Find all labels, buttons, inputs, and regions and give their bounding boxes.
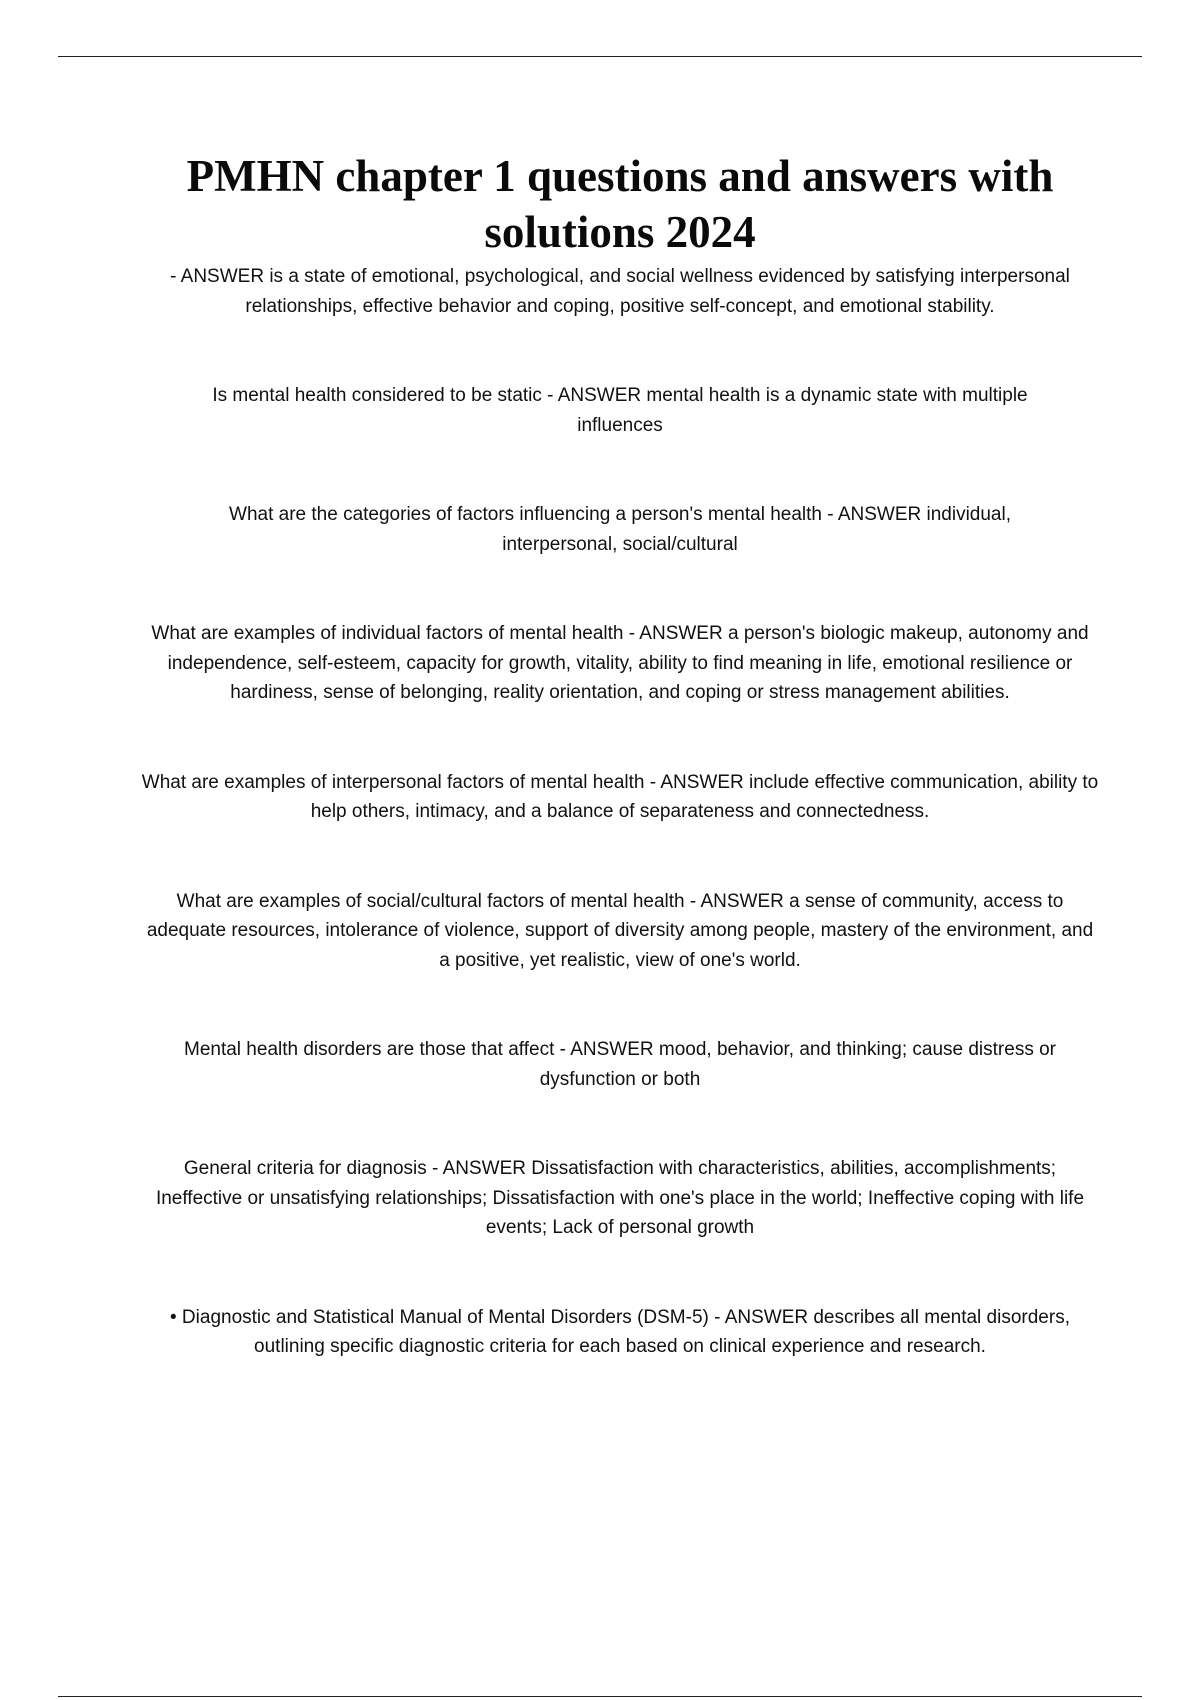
qa-entry: What are examples of individual factors of mental health - ANSWER a person's biologic makeup, autonomy and independence, self-esteem, capacity for growth, vitality, ability to find meaning in life, emotional resilience or hardiness, sense of belonging, reality orientation, and coping or stress management abilities. xyxy=(151,623,1089,703)
qa-entry: What are examples of interpersonal factors of mental health - ANSWER include effective communication, ability to help others, intimacy, and a balance of separateness and connectedness. xyxy=(141,771,1099,822)
qa-entry: What are the categories of factors influencing a person's mental health - ANSWER individual, interpersonal, social/cultural xyxy=(229,504,1011,555)
qa-entry: General criteria for diagnosis - ANSWER Dissatisfaction with characteristics, abilities, accomplishments; Ineffective or unsatisfying relationships; Dissatisfaction with one's place in the world; Ineffective coping with life events; Lack of personal growth xyxy=(155,1158,1085,1238)
qa-entry: Is mental health considered to be static - ANSWER mental health is a dynamic state with multiple influences xyxy=(212,385,1028,436)
page-bottom-rule xyxy=(58,1696,1142,1697)
page-top-rule xyxy=(58,56,1142,57)
qa-entry: • Diagnostic and Statistical Manual of Mental Disorders (DSM-5) - ANSWER describes all mental disorders, outlining specific diagnostic criteria for each based on clinical experience and research. xyxy=(170,1306,1070,1357)
page-title: PMHN chapter 1 questions and answers with solutions 2024 xyxy=(186,151,1054,257)
qa-entry: What are examples of social/cultural factors of mental health - ANSWER a sense of community, access to adequate resources, intolerance of violence, support of diversity among people, mastery of the environment, and a positive, yet realistic, view of one's world. xyxy=(146,890,1094,971)
document-body xyxy=(140,148,1100,1362)
qa-entry: - ANSWER is a state of emotional, psychological, and social wellness evidenced by satisfying interpersonal relationships, effective behavior and coping, positive self-concept, and emotional stability. xyxy=(170,266,1070,317)
qa-entry: Mental health disorders are those that affect - ANSWER mood, behavior, and thinking; cause distress or dysfunction or both xyxy=(184,1039,1056,1090)
